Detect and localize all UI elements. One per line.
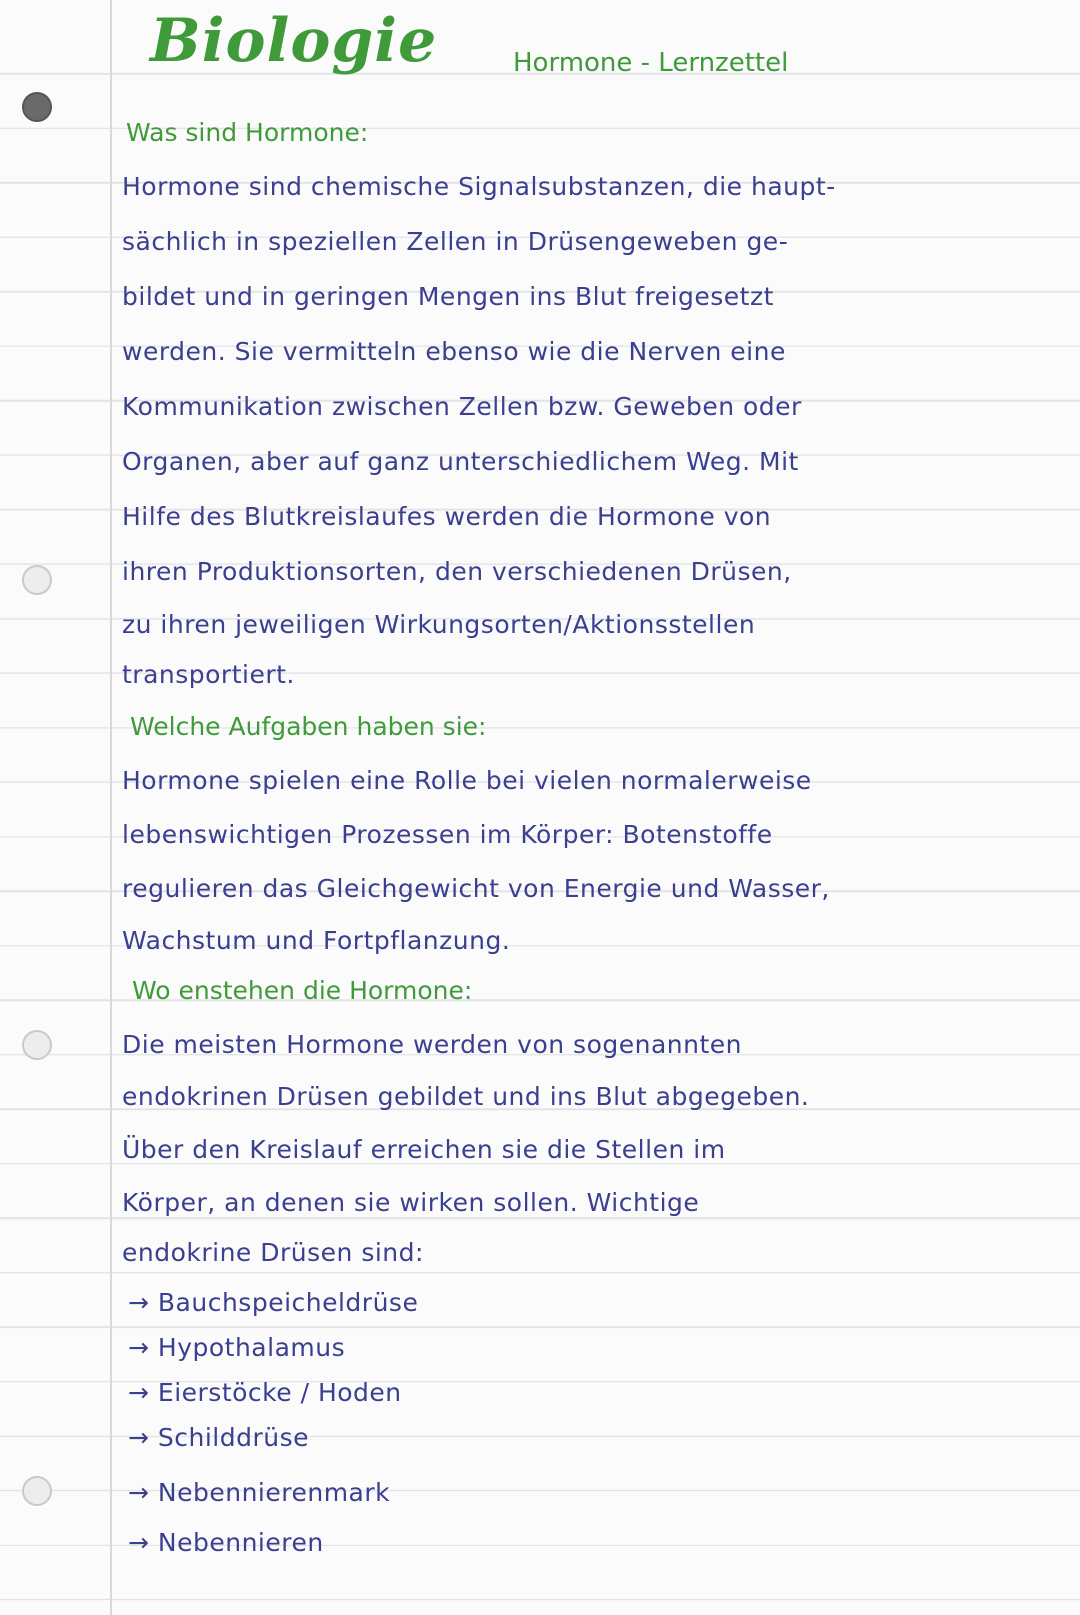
text-line: Hormone sind chemische Signalsubstanzen, die haupt- bbox=[122, 172, 836, 201]
gland-list-item: → Schilddrüse bbox=[128, 1423, 310, 1452]
text-line: regulieren das Gleichgewicht von Energie und Wasser, bbox=[122, 874, 830, 903]
text-line: sächlich in speziellen Zellen in Drüsengeweben ge- bbox=[122, 227, 789, 256]
text-line: Wachstum und Fortpflanzung. bbox=[122, 926, 511, 955]
text-line: zu ihren jeweiligen Wirkungsorten/Aktionsstellen bbox=[122, 610, 756, 639]
gland-list-item: → Nebennieren bbox=[128, 1528, 324, 1557]
section-heading-what: Was sind Hormone: bbox=[126, 118, 369, 147]
page-subtitle: Hormone - Lernzettel bbox=[513, 48, 789, 78]
text-line: endokrinen Drüsen gebildet und ins Blut abgegeben. bbox=[122, 1082, 810, 1111]
text-line: Die meisten Hormone werden von sogenannten bbox=[122, 1030, 742, 1059]
gland-list-item: → Nebennierenmark bbox=[128, 1478, 391, 1507]
gland-list-item: → Hypothalamus bbox=[128, 1333, 346, 1362]
text-line: Über den Kreislauf erreichen sie die Stellen im bbox=[122, 1135, 726, 1164]
page-title: Biologie bbox=[150, 6, 438, 76]
text-line: endokrine Drüsen sind: bbox=[122, 1238, 424, 1267]
text-line: werden. Sie vermitteln ebenso wie die Nerven eine bbox=[122, 337, 786, 366]
section-heading-origin: Wo enstehen die Hormone: bbox=[132, 976, 473, 1005]
text-line: Organen, aber auf ganz unterschiedlichem Weg. Mit bbox=[122, 447, 799, 476]
gland-list-item: → Bauchspeicheldrüse bbox=[128, 1288, 419, 1317]
text-line: lebenswichtigen Prozessen im Körper: Botenstoffe bbox=[122, 820, 773, 849]
text-line: Hormone spielen eine Rolle bei vielen normalerweise bbox=[122, 766, 812, 795]
punch-hole-1 bbox=[22, 92, 52, 122]
text-line: bildet und in geringen Mengen ins Blut freigesetzt bbox=[122, 282, 774, 311]
text-line: Hilfe des Blutkreislaufes werden die Hormone von bbox=[122, 502, 772, 531]
punch-hole-2 bbox=[22, 565, 52, 595]
text-line: transportiert. bbox=[122, 660, 295, 689]
punch-hole-4 bbox=[22, 1476, 52, 1506]
text-line: Kommunikation zwischen Zellen bzw. Geweben oder bbox=[122, 392, 802, 421]
gland-list-item: → Eierstöcke / Hoden bbox=[128, 1378, 402, 1407]
text-line: Körper, an denen sie wirken sollen. Wichtige bbox=[122, 1188, 700, 1217]
section-heading-tasks: Welche Aufgaben haben sie: bbox=[130, 712, 487, 741]
punch-hole-3 bbox=[22, 1030, 52, 1060]
text-line: ihren Produktionsorten, den verschiedenen Drüsen, bbox=[122, 557, 792, 586]
margin-line bbox=[110, 0, 112, 1615]
